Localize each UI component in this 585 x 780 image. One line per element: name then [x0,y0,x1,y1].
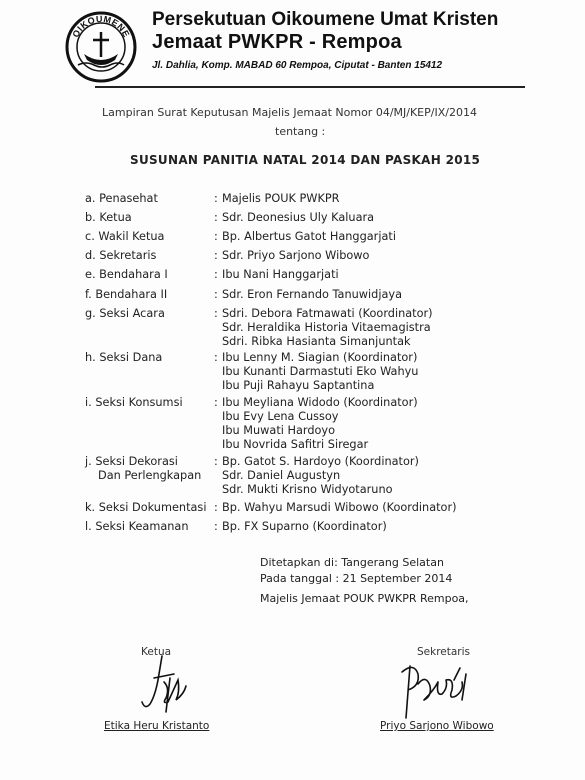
member-name: Sdr. Eron Fernando Tanuwidjaya [222,288,403,301]
role-label: i. Seksi Konsumsi [85,396,183,409]
role-label: h. Seksi Dana [85,351,163,364]
organization-name: Persekutuan Oikoumene Umat Kristen [152,9,499,30]
role-colon: : [214,268,218,281]
member-name: Ibu Meyliana Widodo (Koordinator) [222,396,418,409]
member-name: Sdr. Heraldika Historia Vitaemagistra [222,321,431,334]
member-name: Ibu Nani Hanggarjati [222,268,339,281]
role-colon: : [214,520,218,533]
document-title: SUSUNAN PANITIA NATAL 2014 DAN PASKAH 2015 [130,153,481,167]
ketua-role-label: Ketua [141,646,172,658]
member-name: Ibu Puji Rahayu Saptantina [222,379,375,392]
address: Jl. Dahlia, Komp. MABAD 60 Rempoa, Ciputat - Banten 15412 [152,60,443,71]
role-label-continued: Dan Perlengkapan [98,469,202,482]
oikoumene-logo [64,10,138,84]
role-colon: : [214,249,218,262]
member-name: Sdr. Deonesius Uly Kaluara [222,211,375,224]
member-name: Bp. FX Suparno (Koordinator) [222,520,387,533]
role-colon: : [214,230,218,243]
role-label: k. Seksi Dokumentasi [85,501,207,514]
member-name: Sdr. Mukti Krisno Widyotaruno [222,483,393,496]
svg-text:OIKOUMENE: OIKOUMENE [70,13,132,40]
ketua-name: Etika Heru Kristanto [104,720,210,732]
member-name: Sdr. Daniel Augustyn [222,469,341,482]
member-name: Sdr. Priyo Sarjono Wibowo [222,249,370,262]
sekretaris-role-label: Sekretaris [417,646,471,658]
member-name: Ibu Kunanti Darmastuti Eko Wahyu [222,365,419,378]
sekretaris-signature [396,660,472,724]
sekretaris-name: Priyo Sarjono Wibowo [380,720,494,732]
role-colon: : [214,288,218,301]
tentang-line: tentang : [275,125,326,138]
role-colon: : [214,396,218,409]
member-name: Bp. Gatot S. Hardoyo (Koordinator) [222,455,419,468]
role-colon: : [214,307,218,320]
majelis-line: Majelis Jemaat POUK PWKPR Rempoa, [260,592,469,605]
role-colon: : [214,455,218,468]
role-colon: : [214,211,218,224]
role-label: e. Bendahara I [85,268,168,281]
member-name: Ibu Novrida Safitri Siregar [222,438,369,451]
member-name: Sdri. Debora Fatmawati (Koordinator) [222,307,433,320]
role-label: l. Seksi Keamanan [85,520,189,533]
role-label: g. Seksi Acara [85,307,165,320]
letterhead-rule [95,86,525,88]
member-name: Ibu Muwati Hardoyo [222,424,336,437]
role-label: j. Seksi Dekorasi [85,455,178,468]
congregation-name: Jemaat PWKPR - Rempoa [152,31,402,53]
date-line: Pada tanggal : 21 September 2014 [260,572,453,585]
role-colon: : [214,192,218,205]
member-name: Sdri. Ribka Hasianta Simanjuntak [222,335,411,348]
role-colon: : [214,501,218,514]
role-label: d. Sekretaris [85,249,157,262]
lampiran-line: Lampiran Surat Keputusan Majelis Jemaat Nomor 04/MJ/KEP/IX/2014 [102,106,477,119]
role-label: f. Bendahara II [85,288,168,301]
ketua-signature [140,652,190,718]
member-name: Ibu Evy Lena Cussoy [222,410,339,423]
member-name: Ibu Lenny M. Siagian (Koordinator) [222,351,418,364]
member-name: Bp. Albertus Gatot Hanggarjati [222,230,396,243]
ditetapkan-line: Ditetapkan di: Tangerang Selatan [260,556,444,569]
member-name: Bp. Wahyu Marsudi Wibowo (Koordinator) [222,501,457,514]
role-label: a. Penasehat [85,192,158,205]
role-label: b. Ketua [85,211,132,224]
role-label: c. Wakil Ketua [85,230,165,243]
role-colon: : [214,351,218,364]
member-name: Majelis POUK PWKPR [222,192,340,205]
